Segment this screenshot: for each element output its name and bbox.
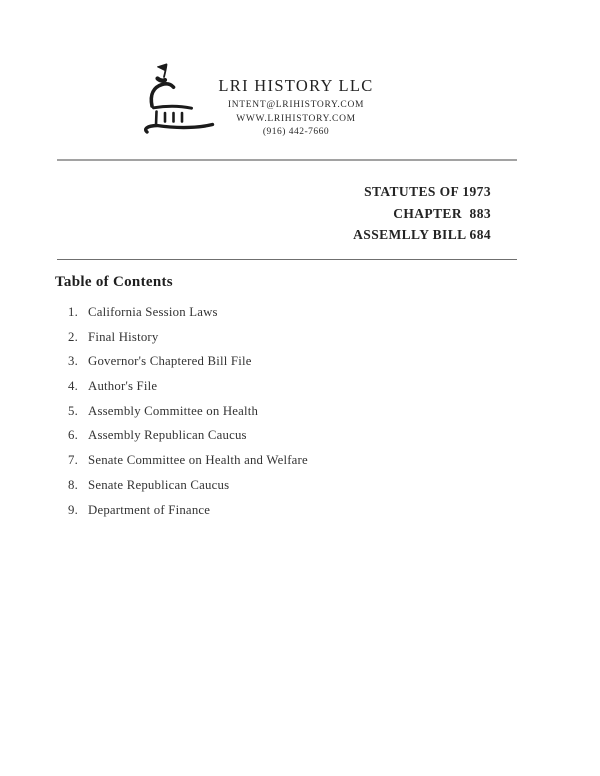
toc-heading: Table of Contents	[55, 274, 173, 290]
toc-item	[57, 355, 308, 368]
toc-item	[57, 331, 308, 344]
toc-item	[57, 429, 308, 442]
toc-item-label: Governor's Chaptered Bill File	[88, 354, 252, 369]
toc-item-number: 8.	[68, 477, 78, 492]
toc-item	[57, 504, 308, 517]
reference-divider	[57, 259, 517, 260]
statute-reference-block	[353, 181, 491, 246]
company-name: LRI HISTORY LLC	[218, 76, 374, 95]
toc-item	[57, 479, 308, 492]
toc-item-label: Assembly Committee on Health	[88, 403, 259, 418]
toc-item	[57, 454, 308, 467]
toc-item-number: 3.	[68, 354, 78, 369]
toc-item-number: 5.	[68, 403, 78, 418]
toc-item-number: 9.	[68, 502, 78, 517]
company-email: INTENT@LRIHISTORY.COM	[227, 100, 365, 110]
company-website: WWW.LRIHISTORY.COM	[236, 114, 356, 124]
toc-item-label: Final History	[88, 329, 159, 344]
letterhead-divider	[57, 159, 517, 161]
toc-item	[57, 380, 308, 393]
assembly-bill-line: ASSEMLLY BILL 684	[353, 227, 491, 242]
chapter-line: CHAPTER 883	[393, 205, 491, 221]
toc-item-number: 6.	[68, 428, 78, 443]
toc-item-number: 4.	[68, 379, 78, 394]
statutes-year-line: STATUTES OF 1973	[364, 184, 491, 199]
toc-item-label: California Session Laws	[88, 305, 218, 319]
toc-item-label: Department of Finance	[88, 502, 211, 517]
toc-item-label: Senate Republican Caucus	[88, 477, 230, 492]
toc-item-number: 7.	[68, 453, 78, 468]
toc-item-number: 1.	[68, 305, 78, 319]
toc-item	[57, 405, 308, 418]
toc-item-number: 2.	[68, 329, 78, 344]
toc-item	[57, 306, 308, 319]
toc-list	[57, 306, 308, 528]
toc-item-label: Senate Committee on Health and Welfare	[88, 453, 308, 468]
company-phone: (916) 442-7660	[262, 127, 330, 137]
toc-item-label: Author's File	[88, 379, 158, 394]
toc-item-label: Assembly Republican Caucus	[88, 428, 247, 443]
